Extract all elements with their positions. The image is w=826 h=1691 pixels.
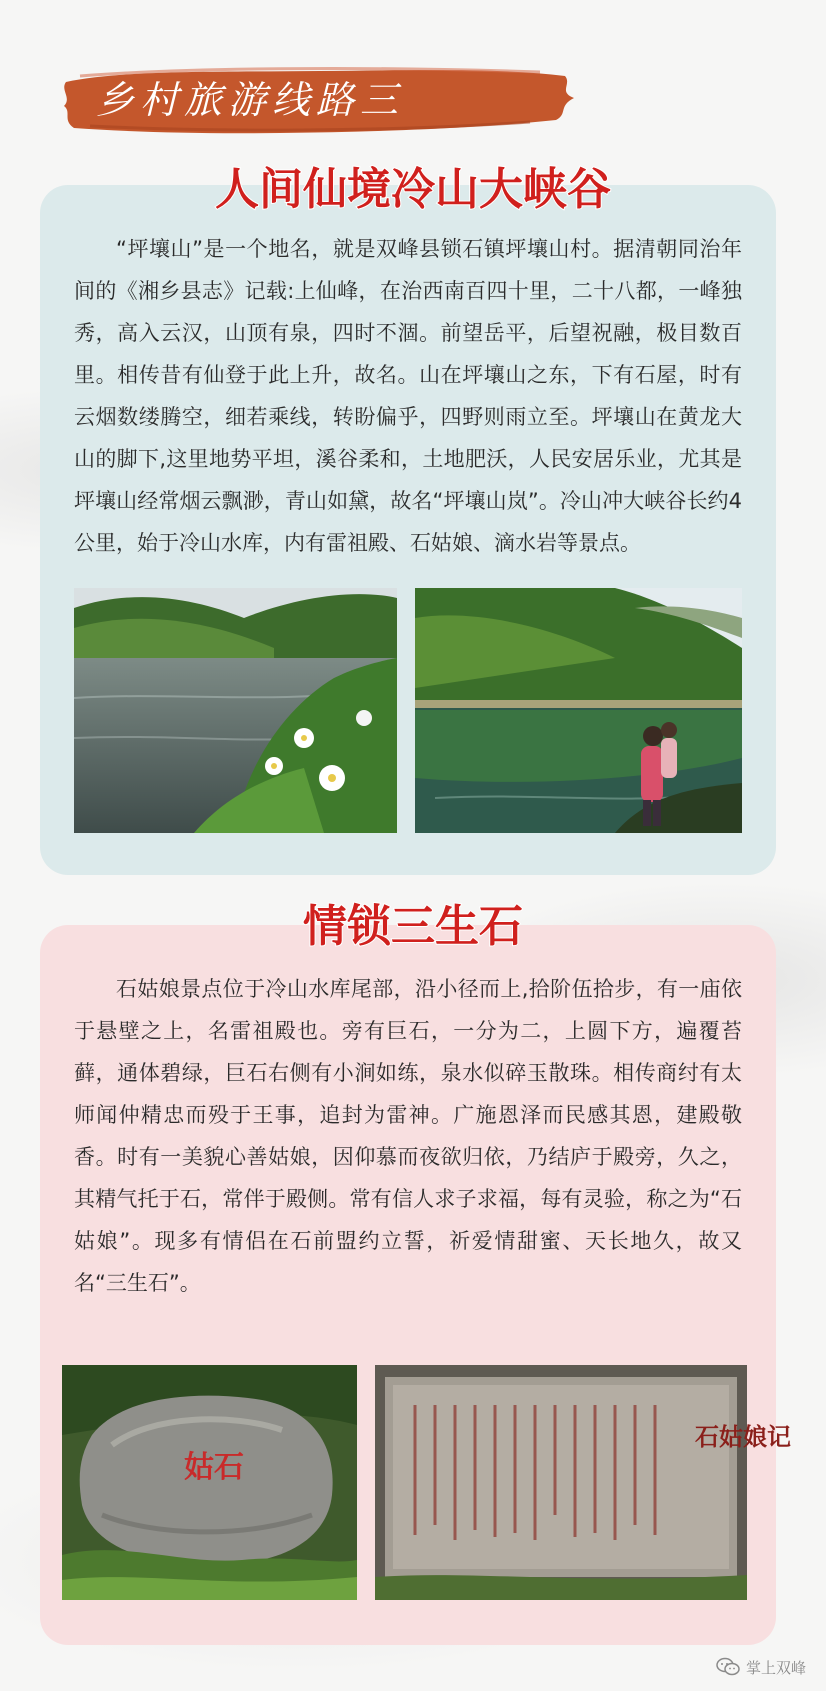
wechat-icon [716, 1657, 740, 1677]
photo-lake-flowers [74, 588, 397, 833]
account-name: 掌上双峰 [745, 1658, 806, 1677]
route-banner [60, 62, 580, 140]
section-title-stone: 情锁三生石 [303, 901, 523, 952]
photo-lake-reflection [415, 588, 742, 833]
footer-watermark [716, 1655, 806, 1679]
photo-stone-tablet [375, 1365, 791, 1600]
boulder-inscription: 姑石 [184, 1450, 244, 1485]
section-paragraph-stone: 石姑娘景点位于冷山水库尾部，沿小径而上,拾阶伍拾步，有一庙依于悬壁之上，名雷祖殿也。旁有巨石，一分为二，上圆下方，遍覆苔藓，通体碧绿，巨石右侧有小涧如练，泉水似碎玉散珠。相传商纣有太师闻仲精忠而殁于王事，追封为雷神。广施恩泽而民感其恩，建殿敬香。时有一美貌心善姑娘，因仰慕而夜欲归依，乃结庐于殿旁，久之，其精气托于石，常伴于殿侧。常有信人求子求福，每有灵验，称之为“石姑娘”。现多有情侣在石前盟约立誓，祈爱情甜蜜、天长地久，故又名“三生石”。 [74, 977, 742, 1295]
section-paragraph-canyon: “坪壤山”是一个地名，就是双峰县锁石镇坪壤山村。据清朝同治年间的《湘乡县志》记载:上仙峰，在治西南百四十里，二十八都，一峰独秀，高入云汉，山顶有泉，四时不涸。前望岳平，后望祝融，极目数百里。相传昔有仙登于此上升，故名。山在坪壤山之东，下有石屋，时有云烟数缕腾空，细若乘线，转盼偏乎，四野则雨立至。坪壤山在黄龙大山的脚下,这里地势平坦，溪谷柔和，土地肥沃，人民安居乐业，尤其是坪壤山经常烟云飘渺，青山如黛，故名“坪壤山岚”。冷山冲大峡谷长约4公里，始于冷山水库，内有雷祖殿、石姑娘、滴水岩等景点。 [74, 237, 742, 555]
stele-title: 石姑娘记 [695, 1422, 791, 1451]
photo-carved-boulder [62, 1365, 357, 1600]
section-title-canyon: 人间仙境冷山大峡谷 [215, 164, 611, 215]
route-label: 乡村旅游线路三 [96, 78, 405, 122]
